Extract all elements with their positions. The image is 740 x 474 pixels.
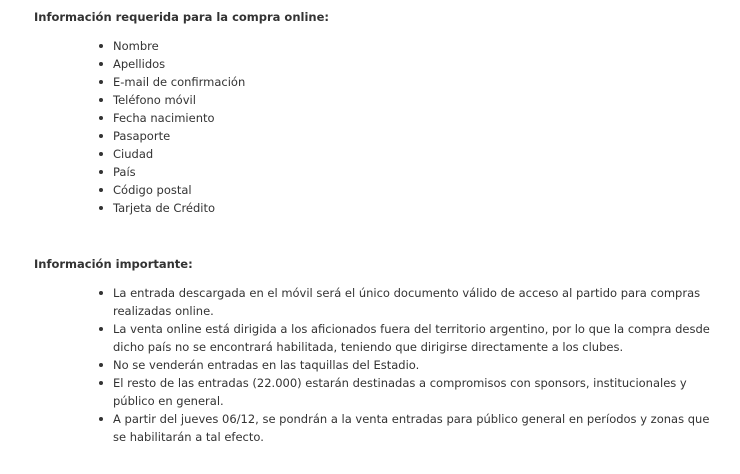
required-info-list	[96, 37, 396, 217]
list-item: Teléfono móvil	[96, 91, 396, 109]
list-item: E-mail de confirmación	[96, 73, 396, 91]
important-info-list	[96, 284, 716, 446]
list-item: No se venderán entradas en las taquillas del Estadio.	[96, 356, 716, 374]
list-item: La venta online está dirigida a los aficionados fuera del territorio argentino, por lo que la compra desde dicho país no se encontrará habilitada, teniendo que dirigirse directamente a los clubes.	[96, 320, 716, 356]
important-info-heading: Información importante:	[34, 257, 193, 271]
list-item: Código postal	[96, 181, 396, 199]
list-item: Ciudad	[96, 145, 396, 163]
list-item: Nombre	[96, 37, 396, 55]
list-item: Pasaporte	[96, 127, 396, 145]
list-item: La entrada descargada en el móvil será el único documento válido de acceso al partido para compras realizadas online.	[96, 284, 716, 320]
list-item: Fecha nacimiento	[96, 109, 396, 127]
list-item: Apellidos	[96, 55, 396, 73]
list-item: El resto de las entradas (22.000) estarán destinadas a compromisos con sponsors, institucionales y público en general.	[96, 374, 716, 410]
required-info-heading: Información requerida para la compra online:	[34, 10, 329, 24]
list-item: A partir del jueves 06/12, se pondrán a la venta entradas para público general en períodos y zonas que se habilitarán a tal efecto.	[96, 410, 716, 446]
list-item: Tarjeta de Crédito	[96, 199, 396, 217]
list-item: País	[96, 163, 396, 181]
